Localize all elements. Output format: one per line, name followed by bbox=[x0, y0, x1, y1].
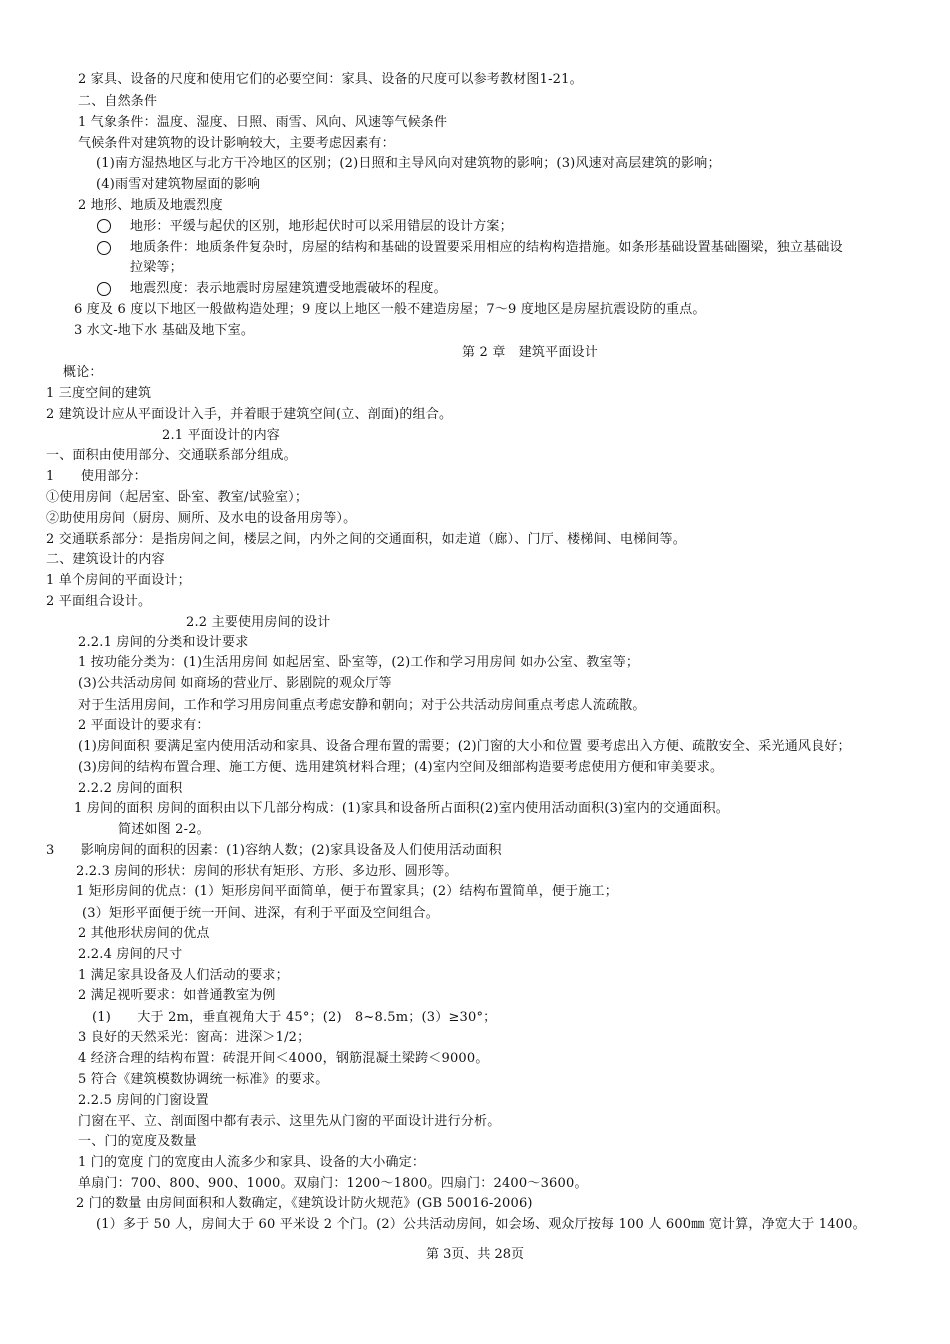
chapter-title: 第 2 章 建筑平面设计 bbox=[462, 345, 598, 360]
text-line: (3）矩形平面便于统一开间、进深，有利于平面及空间组合。 bbox=[82, 906, 439, 921]
text-line: 地震烈度：表示地震时房屋建筑遭受地震破坏的程度。 bbox=[130, 281, 447, 296]
subsection-heading: 2.2.2 房间的面积 bbox=[78, 781, 183, 796]
text-line: (1)房间面积 要满足室内使用活动和家具、设备合理布置的需要；(2)门窗的大小和位置 要考虑出入方便、疏散安全、采光通风良好； bbox=[78, 739, 851, 754]
text-line: 一、面积由使用部分、交通联系部分组成。 bbox=[46, 448, 297, 463]
text-line: (1）多于 50 人，房间大于 60 平米设 2 个门。(2）公共活动房间，如会场、观众厅按每 100 人 600㎜ 宽计算，净宽大于 1400。 bbox=[96, 1217, 866, 1232]
list-bullet-icon bbox=[97, 241, 111, 255]
text-line: (4)雨雪对建筑物屋面的影响 bbox=[96, 177, 261, 192]
text-line: 概论： bbox=[63, 365, 103, 380]
text-line: (3)房间的结构布置合理、施工方便、选用建筑材料合理；(4)室内空间及细部构造要考虑使用方便和审美要求。 bbox=[78, 760, 724, 775]
text-line: 地质条件：地质条件复杂时，房屋的结构和基础的设置要采用相应的结构构造措施。如条形基础设置基础圈梁，独立基础设 bbox=[130, 240, 843, 255]
text-line: 地形：平缓与起伏的区别，地形起伏时可以采用错层的设计方案； bbox=[130, 219, 513, 234]
text-line: 2 门的数量 由房间面积和人数确定，《建筑设计防火规范》(GB 50016-2006) bbox=[76, 1196, 533, 1211]
text-line: 对于生活用房间，工作和学习用房间重点考虑安静和朝向；对于公共活动房间重点考虑人流疏散。 bbox=[78, 698, 646, 713]
text-line: (1)南方湿热地区与北方干冷地区的区别；(2)日照和主导风向对建筑物的影响；(3)风速对高层建筑的影响； bbox=[96, 156, 721, 171]
text-line: 2 平面设计的要求有： bbox=[78, 718, 210, 733]
text-line: 2 其他形状房间的优点 bbox=[78, 926, 210, 941]
page-number-footer: 第 3页、共 28页 bbox=[425, 1247, 525, 1262]
text-line: 2 家具、设备的尺度和使用它们的必要空间：家具、设备的尺度可以参考教材图1-21。 bbox=[78, 72, 583, 87]
text-line: 1 气象条件：温度、湿度、日照、雨雪、风向、风速等气候条件 bbox=[78, 115, 448, 130]
subsection-heading: 2.2.3 房间的形状：房间的形状有矩形、方形、多边形、圆形等。 bbox=[76, 864, 458, 879]
section-heading: 2.1 平面设计的内容 bbox=[162, 428, 281, 443]
text-line: 1 门的宽度 门的宽度由人流多少和家具、设备的大小确定： bbox=[78, 1155, 426, 1170]
subsection-heading: 2.2.1 房间的分类和设计要求 bbox=[78, 635, 249, 650]
text-line: 6 度及 6 度以下地区一般做构造处理；9 度以上地区一般不建造房屋；7～9 度地区是房屋抗震设防的重点。 bbox=[74, 302, 706, 317]
section-heading: 二、建筑设计的内容 bbox=[46, 552, 165, 567]
list-bullet-icon bbox=[97, 219, 111, 233]
list-bullet-icon bbox=[97, 282, 111, 296]
text-line: 门窗在平、立、剖面图中都有表示、这里先从门窗的平面设计进行分析。 bbox=[78, 1114, 501, 1129]
text-line: (3)公共活动房间 如商场的营业厅、影剧院的观众厅等 bbox=[78, 676, 392, 691]
section-heading: 二、自然条件 bbox=[78, 94, 158, 109]
text-line: 单扇门：700、800、900、1000。双扇门：1200～1800。四扇门：2400～3600。 bbox=[78, 1176, 588, 1191]
text-line: 1 矩形房间的优点：(1）矩形房间平面简单，便于布置家具；(2）结构布置简单，便于施工； bbox=[76, 884, 618, 899]
text-line: 5 符合《建筑模数协调统一标准》的要求。 bbox=[78, 1072, 329, 1087]
text-line: 拉梁等； bbox=[130, 260, 183, 275]
text-line: 2 建筑设计应从平面设计入手，并着眼于建筑空间(立、剖面)的组合。 bbox=[46, 407, 453, 422]
text-line: 3 水文-地下水 基础及地下室。 bbox=[74, 323, 255, 338]
text-line: 1 三度空间的建筑 bbox=[46, 386, 152, 401]
subsection-heading: 2.2.4 房间的尺寸 bbox=[78, 947, 183, 962]
text-line: 1 使用部分： bbox=[46, 469, 147, 484]
text-line: 4 经济合理的结构布置：砖混开间＜4000，钢筋混凝土梁跨＜9000。 bbox=[78, 1051, 489, 1066]
text-line: 2 满足视听要求：如普通教室为例 bbox=[78, 988, 276, 1003]
text-line: 简述如图 2-2。 bbox=[118, 822, 210, 837]
text-line: 1 单个房间的平面设计； bbox=[46, 573, 191, 588]
text-line: 1 按功能分类为：(1)生活用房间 如起居室、卧室等，(2)工作和学习用房间 如办公室、教室等； bbox=[78, 655, 640, 670]
section-heading: 一、门的宽度及数量 bbox=[78, 1134, 197, 1149]
subsection-heading: 2.2.5 房间的门窗设置 bbox=[78, 1093, 209, 1108]
section-heading: 2.2 主要使用房间的设计 bbox=[186, 615, 331, 630]
text-line: ①使用房间（起居室、卧室、教室/试验室）； bbox=[46, 490, 309, 505]
text-line: 气候条件对建筑物的设计影响较大，主要考虑因素有： bbox=[78, 136, 395, 151]
text-line: 3 良好的天然采光：窗高：进深＞1/2； bbox=[78, 1030, 311, 1045]
text-line: 1 房间的面积 房间的面积由以下几部分构成：(1)家具和设备所占面积(2)室内使用活动面积(3)室内的交通面积。 bbox=[74, 801, 729, 816]
text-line: 1 满足家具设备及人们活动的要求； bbox=[78, 968, 289, 983]
text-line: 3 影响房间的面积的因素：(1)容纳人数；(2)家具设备及人们使用活动面积 bbox=[46, 843, 502, 858]
text-line: ②助使用房间（厨房、厕所、及水电的设备用房等）。 bbox=[46, 511, 357, 526]
text-line: 2 交通联系部分：是指房间之间，楼层之间，内外之间的交通面积，如走道（廊）、门厅、楼梯间、电梯间等。 bbox=[46, 532, 686, 547]
text-line: 2 地形、地质及地震烈度 bbox=[78, 198, 223, 213]
text-line: (1) 大于 2m，垂直视角大于 45°；(2) 8~8.5m；(3）≥30°； bbox=[92, 1010, 497, 1025]
text-line: 2 平面组合设计。 bbox=[46, 594, 152, 609]
